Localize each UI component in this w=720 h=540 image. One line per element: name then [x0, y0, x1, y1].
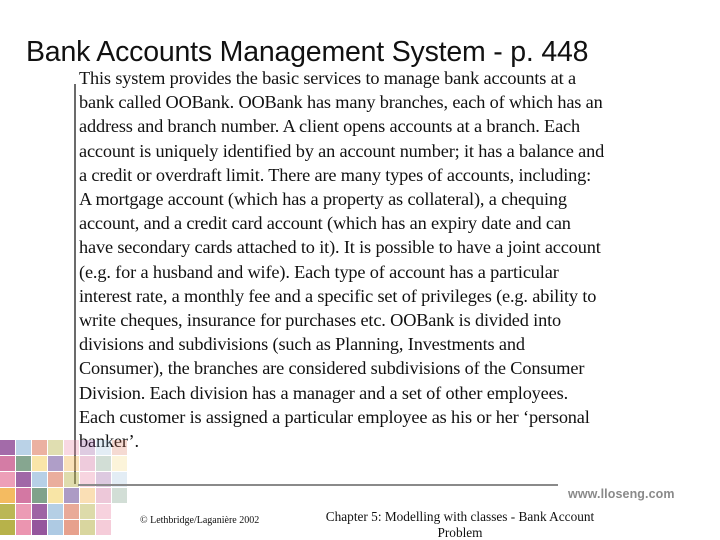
body-line: write cheques, insurance for purchases etc. OOBank is divided into — [79, 310, 562, 331]
quilt-patch — [32, 456, 47, 471]
chapter-caption-line: Chapter 5: Modelling with classes - Bank Account — [325, 509, 595, 524]
quilt-patch — [0, 456, 15, 471]
chapter-caption-line: Problem — [437, 524, 483, 540]
body-line: Division. Each division has a manager and a set of other employees. — [79, 382, 568, 403]
quilt-patch — [112, 440, 127, 455]
quilt-patch — [80, 488, 95, 503]
quilt-patch — [112, 488, 127, 503]
body-line: This system provides the basic services to manage bank accounts at a — [79, 68, 576, 88]
copyright-notice: © Lethbridge/Laganière 2002 — [140, 515, 260, 526]
quilt-patch — [32, 488, 47, 503]
body-line: interest rate, a monthly fee and a specific set of privileges (e.g. ability to — [79, 285, 597, 306]
quilt-logo — [0, 440, 135, 540]
body-line: a credit or overdraft limit. There are many types of accounts, including: — [79, 164, 592, 185]
quilt-patch — [0, 504, 15, 519]
body-line: (e.g. for a husband and wife). Each type of account has a particular — [79, 261, 559, 282]
vertical-rule — [74, 84, 76, 484]
slide-body — [79, 66, 713, 453]
quilt-patch — [80, 456, 95, 471]
quilt-patch — [64, 440, 79, 455]
body-line: banker’. — [79, 431, 139, 452]
body-line: Each customer is assigned a particular employee as his or her ‘personal — [79, 406, 590, 427]
website-url: www.lloseng.com — [568, 487, 675, 501]
quilt-patch — [16, 488, 31, 503]
body-line: account is uniquely identified by an account number; it has a balance and — [79, 140, 605, 161]
body-line: divisions and subdivisions (such as Planning, Investments and — [79, 334, 525, 355]
quilt-patch — [32, 440, 47, 455]
quilt-patch — [16, 456, 31, 471]
chapter-caption — [300, 509, 620, 540]
quilt-patch — [48, 520, 63, 535]
quilt-patch — [16, 504, 31, 519]
quilt-patch — [0, 472, 15, 487]
quilt-patch — [48, 472, 63, 487]
quilt-patch — [96, 488, 111, 503]
quilt-patch — [0, 440, 15, 455]
quilt-patch — [64, 504, 79, 519]
quilt-patch — [80, 504, 95, 519]
body-line: account, and a credit card account (which has an expiry date and can — [79, 213, 571, 234]
quilt-patch — [80, 520, 95, 535]
slide-title: Bank Accounts Management System - p. 448 — [26, 36, 589, 68]
quilt-patch — [48, 456, 63, 471]
quilt-patch — [0, 520, 15, 535]
quilt-patch — [64, 472, 79, 487]
body-line: A mortgage account (which has a property as collateral), a chequing — [79, 189, 567, 210]
quilt-patch — [0, 488, 15, 503]
quilt-patch — [48, 504, 63, 519]
quilt-patch — [80, 440, 95, 455]
body-line: bank called OOBank. OOBank has many branches, each of which has an — [79, 92, 603, 113]
quilt-patch — [32, 504, 47, 519]
body-line: have secondary cards attached to it). It is possible to have a joint account — [79, 237, 601, 258]
quilt-patch — [48, 488, 63, 503]
quilt-patch — [96, 440, 111, 455]
quilt-patch — [96, 520, 111, 535]
quilt-patch — [96, 456, 111, 471]
quilt-patch — [64, 456, 79, 471]
quilt-patch — [48, 440, 63, 455]
quilt-patch — [16, 472, 31, 487]
quilt-patch — [64, 488, 79, 503]
quilt-patch — [96, 504, 111, 519]
quilt-patch — [64, 520, 79, 535]
body-line: address and branch number. A client opens accounts at a branch. Each — [79, 116, 580, 137]
quilt-patch — [32, 472, 47, 487]
quilt-patch — [32, 520, 47, 535]
quilt-patch — [16, 520, 31, 535]
footer-rule — [78, 484, 558, 486]
body-line: Consumer), the branches are considered subdivisions of the Consumer — [79, 358, 585, 379]
quilt-patch — [16, 440, 31, 455]
quilt-patch — [112, 456, 127, 471]
